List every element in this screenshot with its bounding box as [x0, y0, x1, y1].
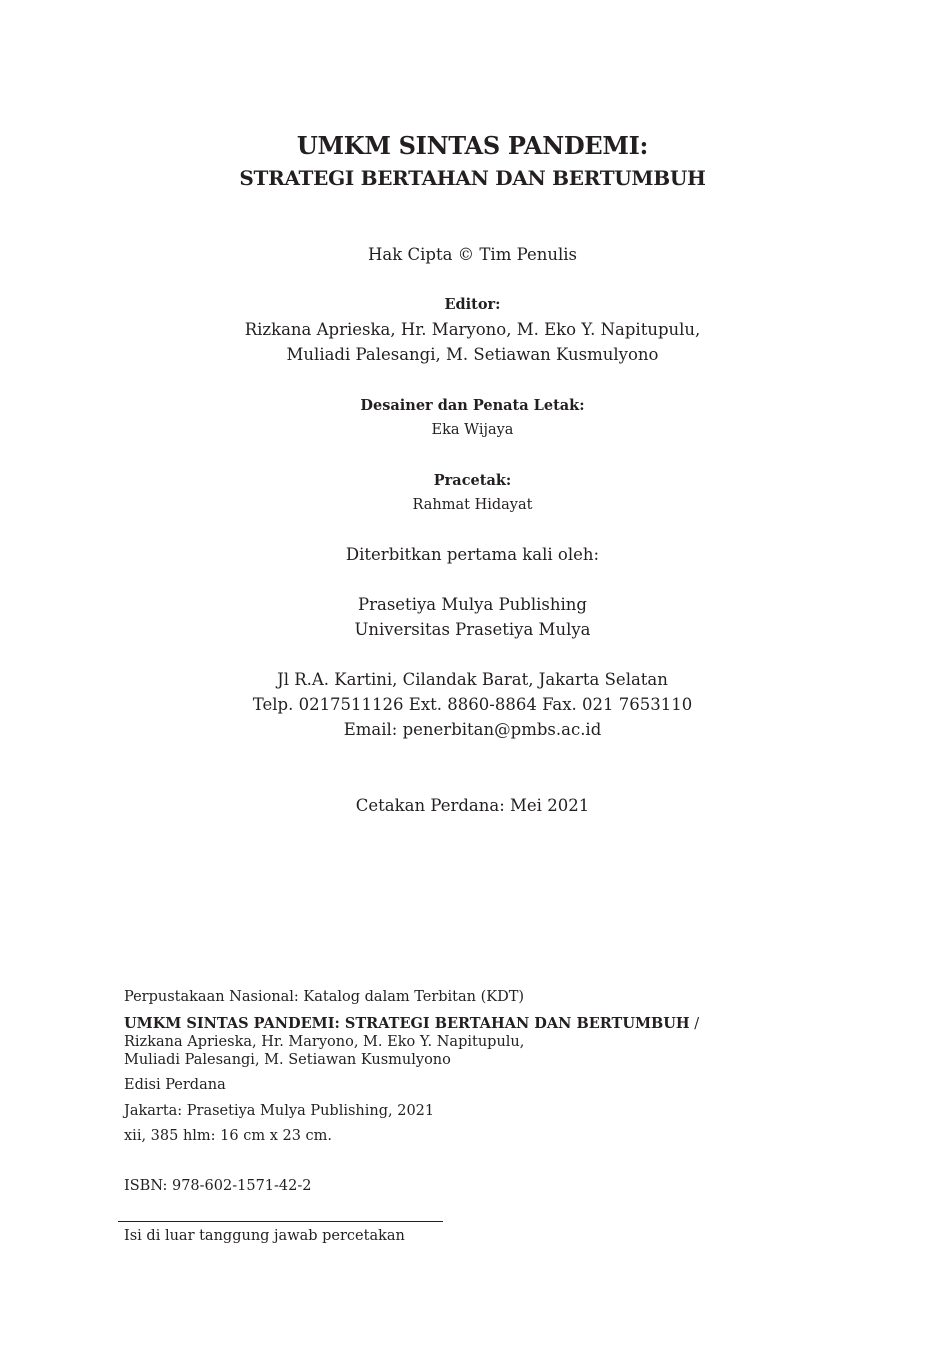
- publisher-intro: Diterbitkan pertama kali oleh:: [345, 545, 600, 564]
- catalog-edition: Edisi Perdana: [124, 1077, 226, 1093]
- publisher-institution: Universitas Prasetiya Mulya: [354, 620, 591, 639]
- book-title: UMKM SINTAS PANDEMI:: [296, 131, 649, 160]
- designer-heading: Desainer dan Penata Letak:: [360, 397, 585, 414]
- catalog-authors-line2: Muliadi Palesangi, M. Setiawan Kusmulyono: [124, 1052, 451, 1068]
- publisher-name: Prasetiya Mulya Publishing: [358, 595, 587, 614]
- book-subtitle: STRATEGI BERTAHAN DAN BERTUMBUH: [239, 166, 706, 190]
- catalog-title: UMKM SINTAS PANDEMI: STRATEGI BERTAHAN DAN BERTUMBUH: [124, 1015, 690, 1032]
- pracetak-name: Rahmat Hidayat: [412, 497, 533, 513]
- publisher-email: Email: penerbitan@pmbs.ac.id: [343, 720, 602, 739]
- catalog-header: Perpustakaan Nasional: Katalog dalam Terbitan (KDT): [124, 989, 525, 1005]
- edition-line: Cetakan Perdana: Mei 2021: [355, 796, 590, 815]
- catalog-physical-description: xii, 385 hlm: 16 cm x 23 cm.: [124, 1128, 333, 1144]
- catalog-title-separator: /: [689, 1016, 700, 1032]
- editor-heading: Editor:: [444, 296, 501, 313]
- pracetak-heading: Pracetak:: [433, 472, 512, 489]
- publisher-phone: Telp. 0217511126 Ext. 8860-8864 Fax. 021 7653110: [252, 695, 693, 714]
- publisher-address: Jl R.A. Kartini, Cilandak Barat, Jakarta Selatan: [277, 670, 668, 689]
- catalog-authors-line1: Rizkana Aprieska, Hr. Maryono, M. Eko Y. Napitupulu,: [124, 1034, 525, 1050]
- catalog-title-line: [124, 1014, 699, 1034]
- designer-name: Eka Wijaya: [431, 422, 514, 438]
- catalog-isbn: ISBN: 978-602-1571-42-2: [124, 1178, 312, 1194]
- editor-names-line1: Rizkana Aprieska, Hr. Maryono, M. Eko Y. Napitupulu,: [244, 320, 701, 339]
- catalog-imprint: Jakarta: Prasetiya Mulya Publishing, 2021: [124, 1103, 435, 1119]
- editor-names-line2: Muliadi Palesangi, M. Setiawan Kusmulyono: [286, 345, 659, 364]
- divider-line: [118, 1221, 443, 1222]
- disclaimer: Isi di luar tanggung jawab percetakan: [124, 1228, 405, 1244]
- copyright-line: Hak Cipta © Tim Penulis: [368, 245, 577, 264]
